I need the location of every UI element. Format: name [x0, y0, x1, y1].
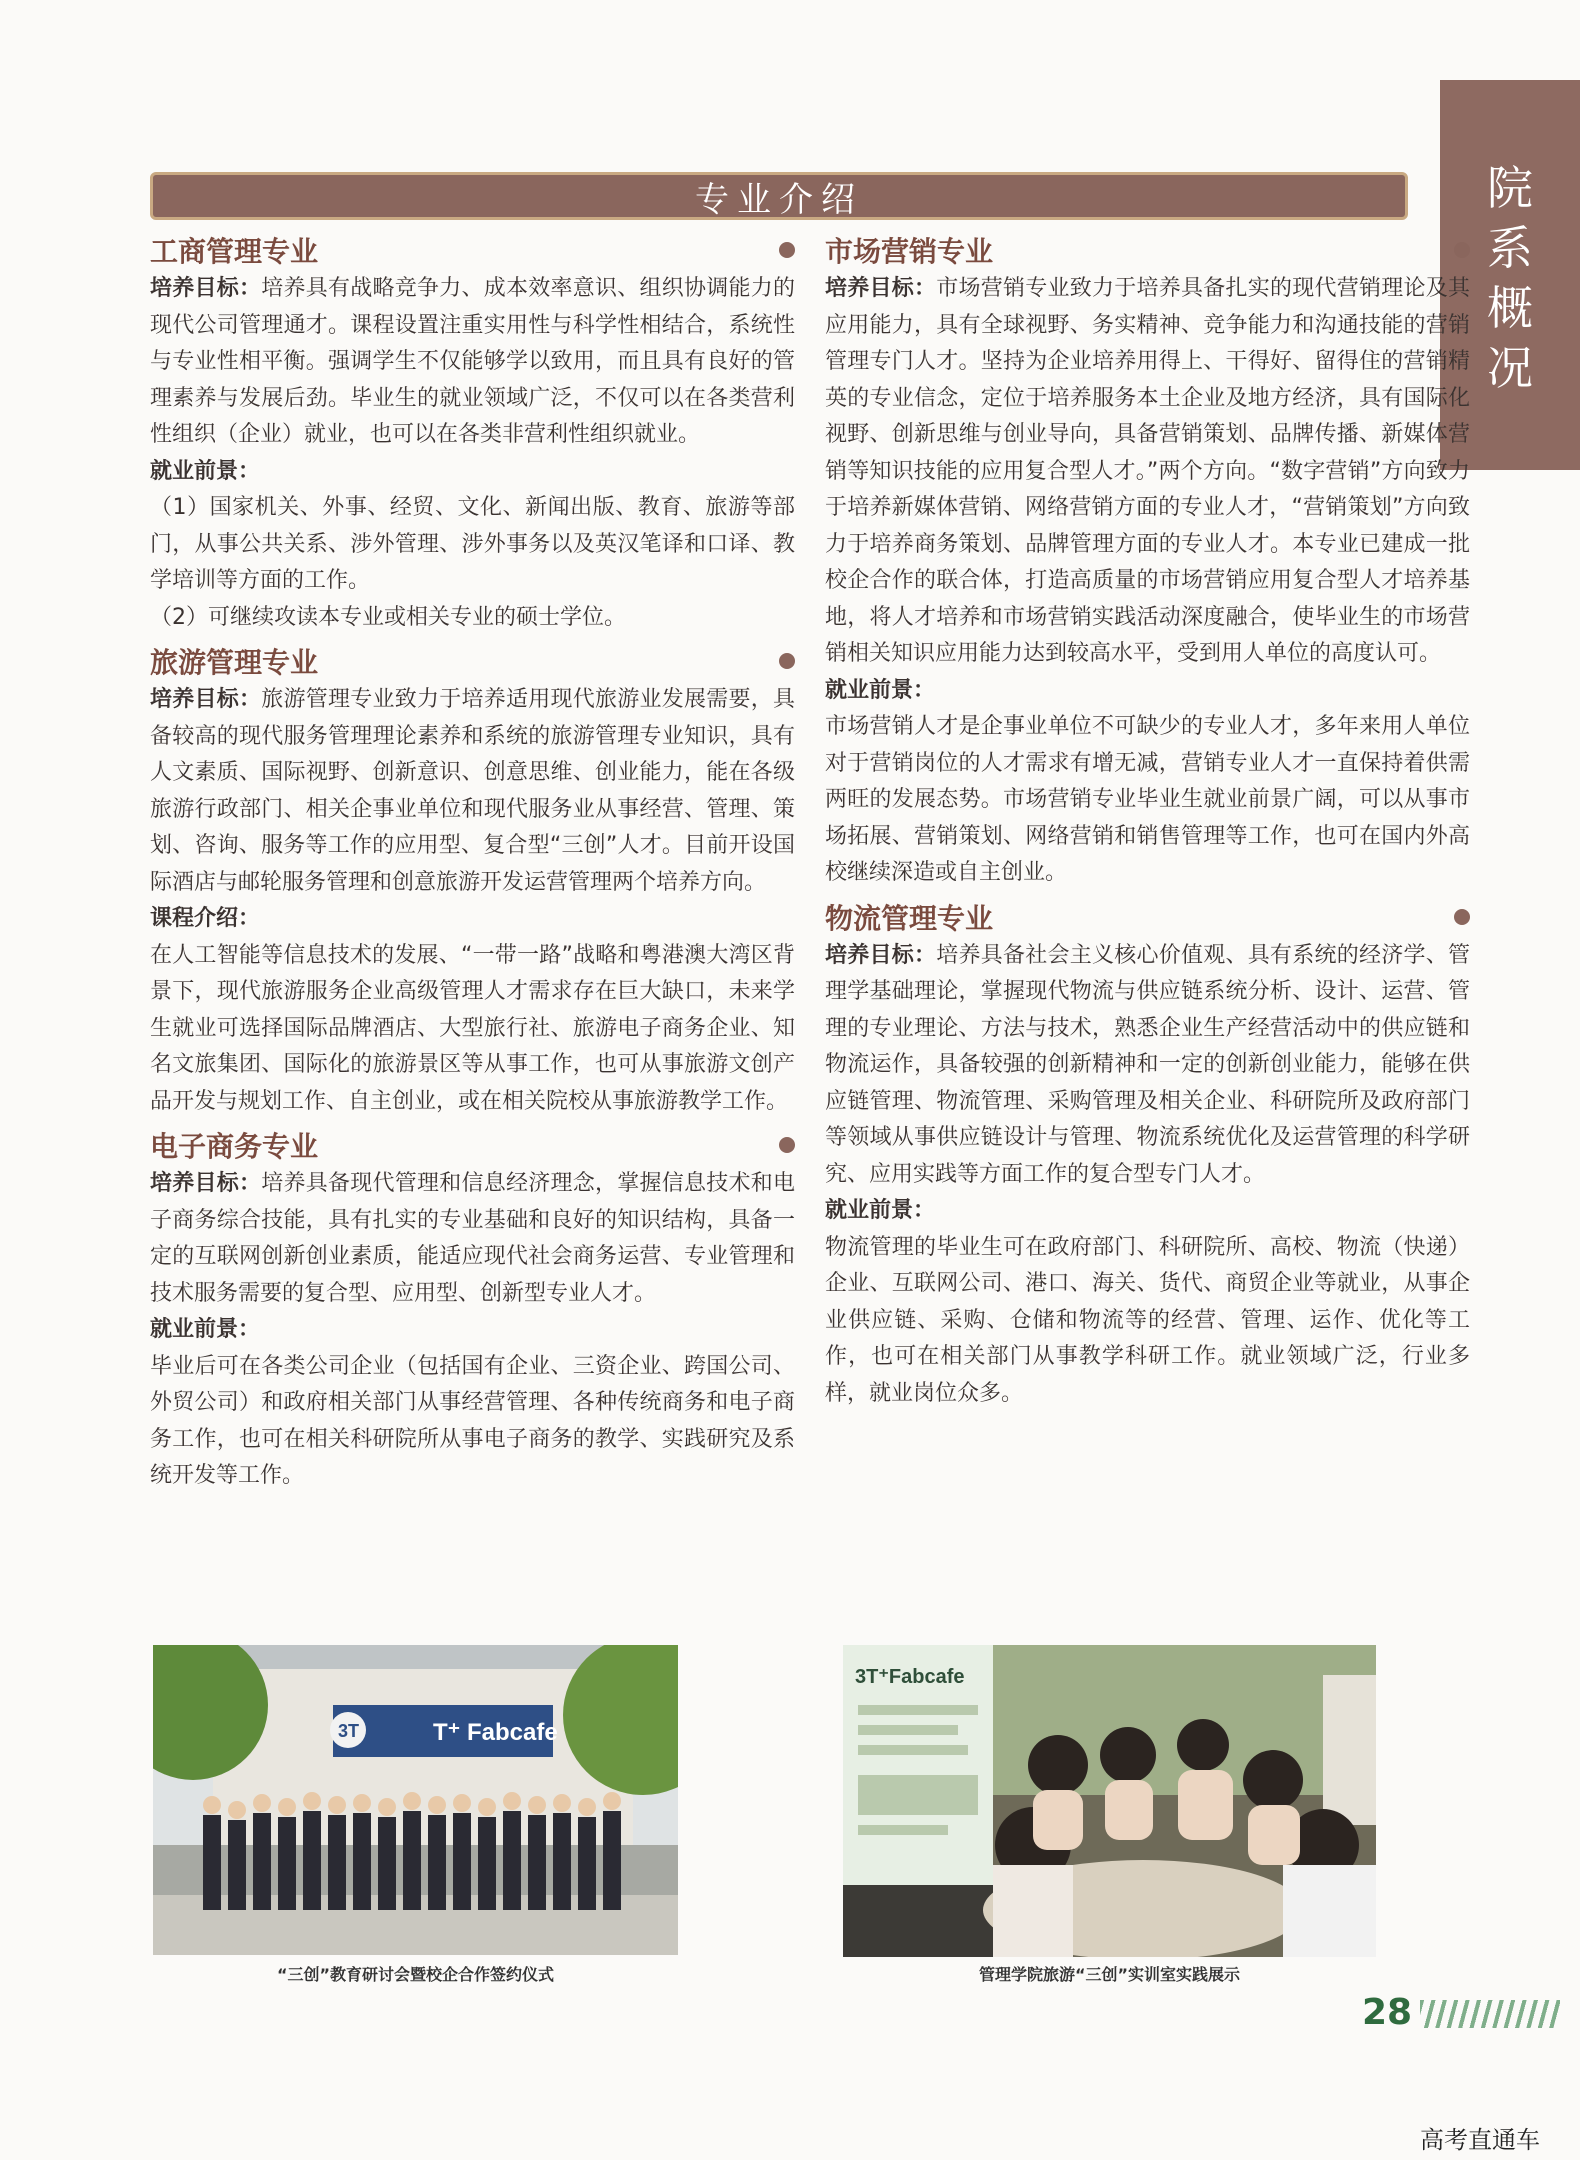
photo-signing-ceremony	[153, 1645, 678, 1955]
side-tab-char: 院	[1487, 161, 1533, 215]
paragraph-label: 就业前景：	[150, 1317, 261, 1342]
paragraph-text: 培养具备社会主义核心价值观、具有系统的经济学、管理学基础理论，掌握现代物流与供应链系统分析、设计、运营、管理的专业理论、方法与技术，熟悉企业生产经营活动中的供应链和物流运作，具备较强的创新精神和一定的创新创业能力，能够在供应链管理、物流管理、采购管理及相关企业、科研院所及政府部门等领域从事供应链设计与管理、物流系统优化及运营管理的科学研究、应用实践等方面工作的复合型专门人才。	[825, 942, 1470, 1187]
paragraph	[825, 673, 1470, 710]
board-title: 3T⁺Fabcafe	[855, 1666, 965, 1688]
watermark: 高考直通车	[1420, 2126, 1540, 2154]
paragraph	[825, 271, 1470, 673]
paragraph	[150, 271, 795, 454]
section-heading	[825, 229, 1470, 271]
section-title: 物流管理专业	[825, 901, 994, 935]
paragraph	[825, 1193, 1470, 1230]
photo-sign-text: T⁺ Fabcafe	[433, 1719, 558, 1746]
paragraph-label: 培养目标：	[150, 1171, 262, 1196]
photo-logo-text: 3T	[338, 1721, 360, 1741]
paragraph-text: 培养具备现代管理和信息经济理念，掌握信息技术和电子商务综合技能，具有扎实的专业基础和良好的知识结构，具备一定的互联网创新创业素质，能适应现代社会商务运营、专业管理和技术服务需要的复合型、应用型、创新型专业人才。	[150, 1171, 795, 1306]
banner-title: 专业介绍	[695, 179, 863, 220]
paragraph	[150, 490, 795, 600]
paragraph-text: （1）国家机关、外事、经贸、文化、新闻出版、教育、旅游等部门，从事公共关系、涉外管理、涉外事务以及英汉笔译和口译、教学培训等方面的工作。	[150, 495, 795, 593]
side-tab-char: 况	[1487, 341, 1533, 395]
paragraph-label: 就业前景：	[150, 458, 261, 484]
photo-training-room	[843, 1645, 1376, 1957]
paragraph-label: 培养目标：	[825, 276, 937, 301]
section-heading	[825, 896, 1470, 938]
paragraph-label: 培养目标：	[825, 942, 937, 968]
photo-caption: “三创”教育研讨会暨校企合作签约仪式	[276, 1965, 555, 1984]
paragraph	[150, 901, 795, 938]
photo-illustration	[153, 1645, 678, 1955]
paragraph-text: 市场营销人才是企事业单位不可缺少的专业人才，多年来用人单位对于营销岗位的人才需求有增无减，营销专业人才一直保持着供需两旺的发展态势。市场营销专业毕业生就业前景广阔，可以从事市场拓展、营销策划、网络营销和销售管理等工作，也可在国内外高校继续深造或自主创业。	[825, 714, 1470, 885]
bullet-dot-icon	[779, 1137, 795, 1153]
bullet-dot-icon	[1454, 242, 1470, 258]
paragraph	[825, 938, 1470, 1194]
paragraph-text: 市场营销专业致力于培养具备扎实的现代营销理论及其应用能力，具有全球视野、务实精神、竞争能力和沟通技能的营销管理专门人才。坚持为企业培养用得上、干得好、留得住的营销精英的专业信念，定位于培养服务本土企业及地方经济，具有国际化视野、创新思维与创业导向，具备营销策划、品牌传播、新媒体营销等知识技能的应用复合型人才。”两个方向。“数字营销”方向致力于培养新媒体营销、网络营销方面的专业人才，“营销策划”方向致力于培养商务策划、品牌管理方面的专业人才。本专业已建成一批校企合作的联合体，打造高质量的市场营销应用复合型人才培养基地，将人才培养和市场营销实践活动深度融合，使毕业生的市场营销相关知识应用能力达到较高水平，受到用人单位的高度认可。	[825, 276, 1470, 666]
paragraph-text: 物流管理的毕业生可在政府部门、科研院所、高校、物流（快递）企业、互联网公司、港口、海关、货代、商贸企业等就业，从事企业供应链、采购、仓储和物流等的经营、管理、运作、优化等工作，也可在相关部门从事教学科研工作。就业领域广泛，行业多样，就业岗位众多。	[825, 1234, 1470, 1406]
right-column	[825, 225, 1470, 1412]
section-title: 旅游管理专业	[150, 646, 319, 679]
section-heading	[150, 1124, 795, 1166]
paragraph-label: 培养目标：	[150, 687, 262, 712]
paragraph-label: 就业前景：	[825, 1198, 936, 1223]
paragraph-label: 培养目标：	[150, 276, 262, 301]
paragraph	[150, 600, 795, 637]
paragraph-text: 毕业后可在各类公司企业（包括国有企业、三资企业、跨国公司、外贸公司）和政府相关部门从事经营管理、各种传统商务和电子商务工作，也可在相关科研院所从事电子商务的教学、实践研究及系统开发等工作。	[150, 1353, 795, 1488]
bullet-dot-icon	[779, 653, 795, 669]
section-title: 电子商务专业	[150, 1130, 319, 1163]
paragraph-text: （2）可继续攻读本专业或相关专业的硕士学位。	[150, 604, 626, 630]
section-title: 市场营销专业	[825, 235, 994, 268]
photo-illustration	[843, 1645, 1376, 1957]
paragraph-text: 旅游管理专业致力于培养适用现代旅游业发展需要，具备较高的现代服务管理理论素养和系统的旅游管理专业知识，具有人文素质、国际视野、创新意识、创意思维、创业能力，能在各级旅游行政部门、相关企事业单位和现代服务业从事经营、管理、策划、咨询、服务等工作的应用型、复合型“三创”人才。目前开设国际酒店与邮轮服务管理和创意旅游开发运营管理两个培养方向。	[150, 687, 795, 895]
paragraph-label: 就业前景：	[825, 677, 936, 703]
paragraph-label: 课程介绍：	[150, 906, 261, 931]
section-title: 工商管理专业	[150, 235, 319, 268]
paragraph	[825, 709, 1470, 892]
section-heading	[150, 229, 795, 271]
paragraph	[150, 682, 795, 901]
bullet-dot-icon	[1454, 909, 1470, 925]
bullet-dot-icon	[779, 242, 795, 258]
paragraph	[825, 1230, 1470, 1413]
paragraph	[150, 454, 795, 491]
side-tab-char: 概	[1487, 281, 1533, 335]
left-column	[150, 225, 795, 1495]
photo-caption: 管理学院旅游“三创”实训室实践展示	[978, 1965, 1241, 1984]
section-banner	[150, 172, 1408, 220]
paragraph	[150, 938, 795, 1121]
side-tab-char: 系	[1487, 221, 1533, 275]
section-heading	[150, 640, 795, 682]
paragraph	[150, 1166, 795, 1312]
paragraph-text: 培养具有战略竞争力、成本效率意识、组织协调能力的现代公司管理通才。课程设置注重实用性与科学性相结合，系统性与专业性相平衡。强调学生不仅能够学以致用，而且具有良好的管理素养与发展后劲。毕业生的就业领域广泛，不仅可以在各类营利性组织（企业）就业，也可以在各类非营利性组织就业。	[150, 276, 795, 447]
paragraph	[150, 1312, 795, 1349]
page-number: 28	[1362, 1992, 1413, 2033]
paragraph	[150, 1349, 795, 1495]
decorative-stripes	[1420, 2000, 1560, 2028]
paragraph-text: 在人工智能等信息技术的发展、“一带一路”战略和粤港澳大湾区背景下，现代旅游服务企业高级管理人才需求存在巨大缺口，未来学生就业可选择国际品牌酒店、大型旅行社、旅游电子商务企业、知名文旅集团、国际化的旅游景区等从事工作，也可从事旅游文创产品开发与规划工作、自主创业，或在相关院校从事旅游教学工作。	[150, 942, 795, 1114]
